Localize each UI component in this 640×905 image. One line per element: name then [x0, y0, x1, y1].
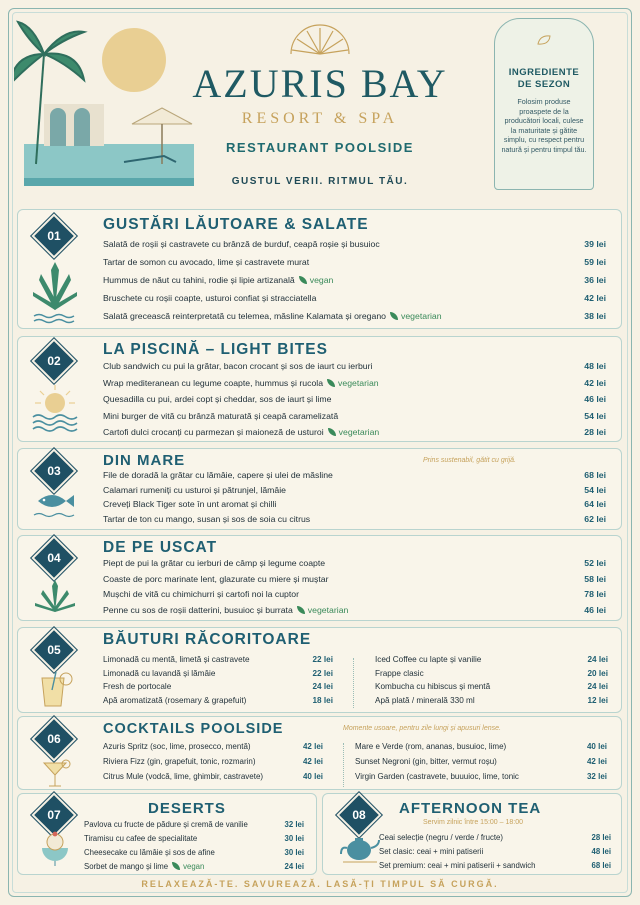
item-name: Apă aromatizată (rosemary & grapefuit) [103, 695, 247, 705]
diet-tag: vegetarian [338, 427, 380, 437]
item-name: Limonadă cu lavandă și lămâie [103, 668, 216, 678]
item-name: Creveți Black Tiger sote în unt aromat și chilli [103, 499, 277, 509]
fish-icon [30, 489, 80, 519]
menu-item [103, 653, 333, 666]
item-name: Citrus Mule (vodcă, lime, ghimbir, castravete) [103, 772, 264, 781]
menu-item [375, 680, 608, 693]
item-price: 52 lei [584, 558, 606, 568]
column-divider [353, 658, 354, 708]
item-name: Azuris Spritz (soc, lime, prosecco, mentă) [103, 742, 251, 751]
item-price: 12 lei [587, 695, 608, 705]
item-price: 42 lei [302, 757, 323, 766]
menu-item [84, 832, 304, 845]
tagline: GUSTUL VERII. RITMUL TĂU. [231, 176, 409, 187]
menu-item [103, 255, 606, 269]
item-price: 39 lei [584, 239, 606, 249]
item-price: 42 lei [302, 742, 323, 751]
item-name: Fresh de portocale [103, 682, 172, 691]
section-light-bites [17, 336, 622, 442]
item-price: 48 lei [591, 847, 611, 856]
item-name: Cheesecake cu lămâie și sos de afine [84, 848, 215, 857]
section-note: Prins sustenabil, gătit cu grijă. [423, 457, 516, 464]
item-name: Salată de roșii și castravete cu brânză de burduf, ceapă roșie și busuioc [103, 239, 380, 249]
item-name: Tiramisu cu cafee de specialitate [84, 834, 198, 843]
menu-item [375, 653, 608, 666]
item-name: Club sandwich cu pui la grătar, bacon crocant și sos de iaurt cu ierburi [103, 361, 373, 371]
leaf-icon [172, 862, 180, 870]
item-name: Calamari rumeniți cu usturoi și pătrunjel, lămâie [103, 484, 286, 495]
item-price: 68 lei [584, 470, 606, 480]
menu-item [84, 846, 304, 859]
item-name: Sunset Negroni (gin, bitter, vermut roșu) [355, 757, 497, 766]
menu-item [84, 818, 304, 831]
section-starters [17, 209, 622, 329]
item-name: Coaste de porc marinate lent, glazurate cu miere și muștar [103, 573, 329, 584]
leaf-icon [299, 276, 307, 284]
agave-icon [30, 258, 80, 324]
section-title: AFTERNOON TEA [399, 800, 542, 817]
item-price: 36 lei [584, 275, 606, 285]
item-name: Mare e Verde (rom, ananas, busuioc, lime) [355, 742, 507, 751]
item-price: 40 lei [586, 742, 607, 751]
menu-item [103, 680, 333, 693]
item-name: Set clasic: ceai + mini patiserii [379, 847, 484, 856]
item-price: 68 lei [591, 861, 611, 870]
item-price: 32 lei [284, 820, 304, 829]
menu-item [103, 425, 606, 439]
section-number-badge: 05 [31, 627, 76, 672]
section-number-badge: 04 [31, 535, 76, 580]
item-price: 28 lei [584, 427, 606, 437]
section-title: COCKTAILS POOLSIDE [103, 721, 284, 737]
menu-item [379, 845, 611, 858]
diet-tag: vegan [183, 862, 205, 871]
item-price: 42 lei [584, 377, 606, 388]
item-price: 18 lei [312, 695, 333, 705]
menu-item [84, 860, 304, 873]
item-price: 30 lei [284, 834, 304, 843]
menu-item [103, 740, 323, 753]
section-land [17, 535, 622, 621]
section-cocktails [17, 716, 622, 790]
item-name: Ceai selecție (negru / verde / fructe) [379, 833, 503, 842]
section-title: BĂUTURI RĂCORITOARE [103, 631, 312, 648]
item-name: Sorbet de mango și lime [84, 862, 169, 871]
section-number-badge: 03 [31, 448, 76, 493]
menu-item [103, 409, 606, 423]
item-name: File de doradă la grătar cu lămâie, capere și ulei de măsline [103, 470, 333, 480]
item-name: Virgin Garden (castravete, buuuioc, lime, tonic [355, 772, 519, 781]
menu-item [375, 667, 608, 680]
item-name: Riviera Fizz (gin, grapefuit, tonic, rozmarin) [103, 757, 256, 766]
diet-tag: vegetarian [338, 377, 379, 388]
seasonal-text: Folosim produse proaspete de la producători locali, culese la maturitate și gătite simplu, cu respect pentru natură și pentru timpul tău. [501, 97, 587, 154]
section-seafood [17, 448, 622, 530]
item-price: 46 lei [584, 604, 606, 615]
item-name: Pavlova cu fructe de pădure și cremă de vanilie [84, 820, 248, 829]
item-name: Penne cu sos de roșii datterini, busuioc și burrata [103, 604, 293, 615]
section-number-badge: 06 [31, 716, 76, 761]
menu-item [103, 376, 606, 390]
item-name: Apă plată / minerală 330 ml [375, 695, 475, 705]
item-name: Mini burger de vită cu brânză maturată și ceapă caramelizată [103, 410, 339, 421]
item-price: 24 lei [284, 862, 304, 871]
item-price: 30 lei [284, 848, 304, 857]
menu-item [103, 755, 323, 768]
item-price: 54 lei [584, 484, 606, 495]
menu-item [355, 755, 607, 768]
leaf-icon [327, 379, 335, 387]
item-name: Set premium: ceai + mini patiserii + sandwich [379, 861, 536, 870]
item-name: Limonadă cu mentă, limetă și castravete [103, 655, 250, 664]
item-price: 64 lei [584, 499, 606, 509]
brand-block [190, 61, 450, 155]
menu-item [103, 359, 606, 373]
item-price: 32 lei [586, 772, 607, 781]
menu-item [103, 483, 606, 497]
section-title: DESERTS [148, 800, 226, 817]
sun-fan-icon [287, 24, 353, 56]
item-price: 42 lei [584, 293, 606, 303]
menu-item [375, 694, 608, 707]
item-name: Cartofi dulci crocanți cu parmezan și maioneză de usturoi [103, 427, 324, 437]
lemonade-glass-icon [30, 670, 80, 708]
item-price: 62 lei [584, 513, 606, 524]
menu-item [355, 740, 607, 753]
item-price: 24 lei [312, 682, 333, 691]
menu-item [103, 572, 606, 586]
item-price: 46 lei [584, 394, 606, 404]
item-price: 28 lei [591, 833, 611, 842]
diet-tag: vegetarian [400, 311, 442, 321]
item-price: 20 lei [587, 668, 608, 678]
item-name: Salată grecească reinterpretată cu telemea, măsline Kalamata și oregano [103, 311, 386, 321]
leaf-icon [390, 312, 398, 320]
item-price: 40 lei [302, 772, 323, 781]
menu-item [103, 603, 606, 617]
menu-item [103, 694, 333, 707]
item-name: Hummus de năut cu tahini, rodie și lipie artizanală [103, 275, 295, 285]
menu-item [103, 512, 606, 526]
item-name: Wrap mediteranean cu legume coapte, hummus și rucola [103, 377, 324, 388]
section-number-badge: 08 [336, 792, 381, 837]
menu-item [103, 309, 606, 323]
leaf-icon [297, 606, 305, 614]
menu-item [103, 587, 606, 601]
pool-illustration [14, 14, 204, 204]
section-note: Momente usoare, pentru zile lungi și apusuri lense. [343, 725, 501, 732]
item-price: 22 lei [312, 655, 333, 664]
item-name: Tartar de ton cu mango, susan și sos de soia cu citrus [103, 513, 311, 524]
menu-item [103, 237, 606, 251]
menu-item [103, 273, 606, 287]
section-afternoon-tea [322, 793, 622, 875]
item-price: 78 lei [584, 589, 606, 599]
section-desserts [17, 793, 317, 875]
restaurant-name: RESTAURANT POOLSIDE [226, 140, 414, 155]
menu-item [103, 667, 333, 680]
seasonal-card [494, 18, 594, 190]
menu-item [355, 770, 607, 783]
leaf-icon [536, 34, 552, 46]
item-price: 42 lei [586, 757, 607, 766]
column-divider [343, 743, 344, 787]
section-title: LA PISCINĂ – LIGHT BITES [103, 341, 328, 358]
brand-subtitle: RESORT & SPA [241, 110, 399, 127]
seasonal-title: INGREDIENTE DE SEZON [508, 67, 580, 90]
sun-waves-icon [30, 381, 80, 433]
section-title: DIN MARE [103, 452, 186, 469]
menu-item [103, 291, 606, 305]
diet-tag: vegetarian [307, 604, 349, 615]
brand-name: AZURIS BAY [192, 61, 448, 106]
item-name: Kombucha cu hibiscus și mentă [375, 682, 491, 691]
menu-item [103, 556, 606, 570]
menu-item [379, 859, 611, 872]
cocktail-glass-icon [30, 759, 80, 789]
item-price: 38 lei [584, 311, 606, 321]
item-name: Mușchi de vită cu chimichurri și cartofi noi la cuptor [103, 589, 300, 599]
item-price: 48 lei [584, 361, 606, 371]
diet-tag: vegan [309, 275, 334, 285]
menu-item [103, 468, 606, 482]
section-title: DE PE USCAT [103, 539, 218, 556]
teapot-icon [335, 830, 385, 864]
menu-item [103, 392, 606, 406]
item-name: Frappe clasic [375, 668, 424, 678]
item-price: 58 lei [584, 573, 606, 584]
menu-item [103, 497, 606, 511]
dessert-cup-icon [30, 828, 80, 868]
item-price: 24 lei [587, 655, 608, 664]
menu-item [379, 831, 611, 844]
item-name: Quesadilla cu pui, ardei copt și cheddar, sos de iaurt și lime [103, 394, 332, 404]
section-title: GUSTĂRI LĂUTOARE & SALATE [103, 216, 369, 233]
item-name: Tartar de somon cu avocado, lime și castravete murat [103, 257, 310, 267]
item-price: 24 lei [587, 682, 608, 691]
menu-item [103, 770, 323, 783]
herb-icon [30, 578, 80, 614]
footer-tagline: RELAXEAZĂ-TE. SAVUREAZĂ. LASĂ-ȚI TIMPUL SĂ CURGĂ. [141, 879, 499, 889]
item-name: Iced Coffee cu lapte și vanilie [375, 655, 482, 664]
section-number-badge: 02 [31, 338, 76, 383]
leaf-icon [328, 428, 336, 436]
item-price: 54 lei [584, 410, 606, 421]
section-drinks [17, 627, 622, 713]
section-number-badge: 07 [31, 792, 76, 837]
item-name: Piept de pui la grătar cu ierburi de câmp și legume coapte [103, 558, 326, 568]
item-name: Bruschete cu roșii coapte, usturoi confiat și stracciatella [103, 293, 317, 303]
item-price: 22 lei [312, 668, 333, 678]
item-price: 59 lei [584, 257, 606, 267]
section-number-badge: 01 [31, 213, 76, 258]
section-note: Servim zilnic între 15:00 – 18:00 [423, 819, 523, 826]
